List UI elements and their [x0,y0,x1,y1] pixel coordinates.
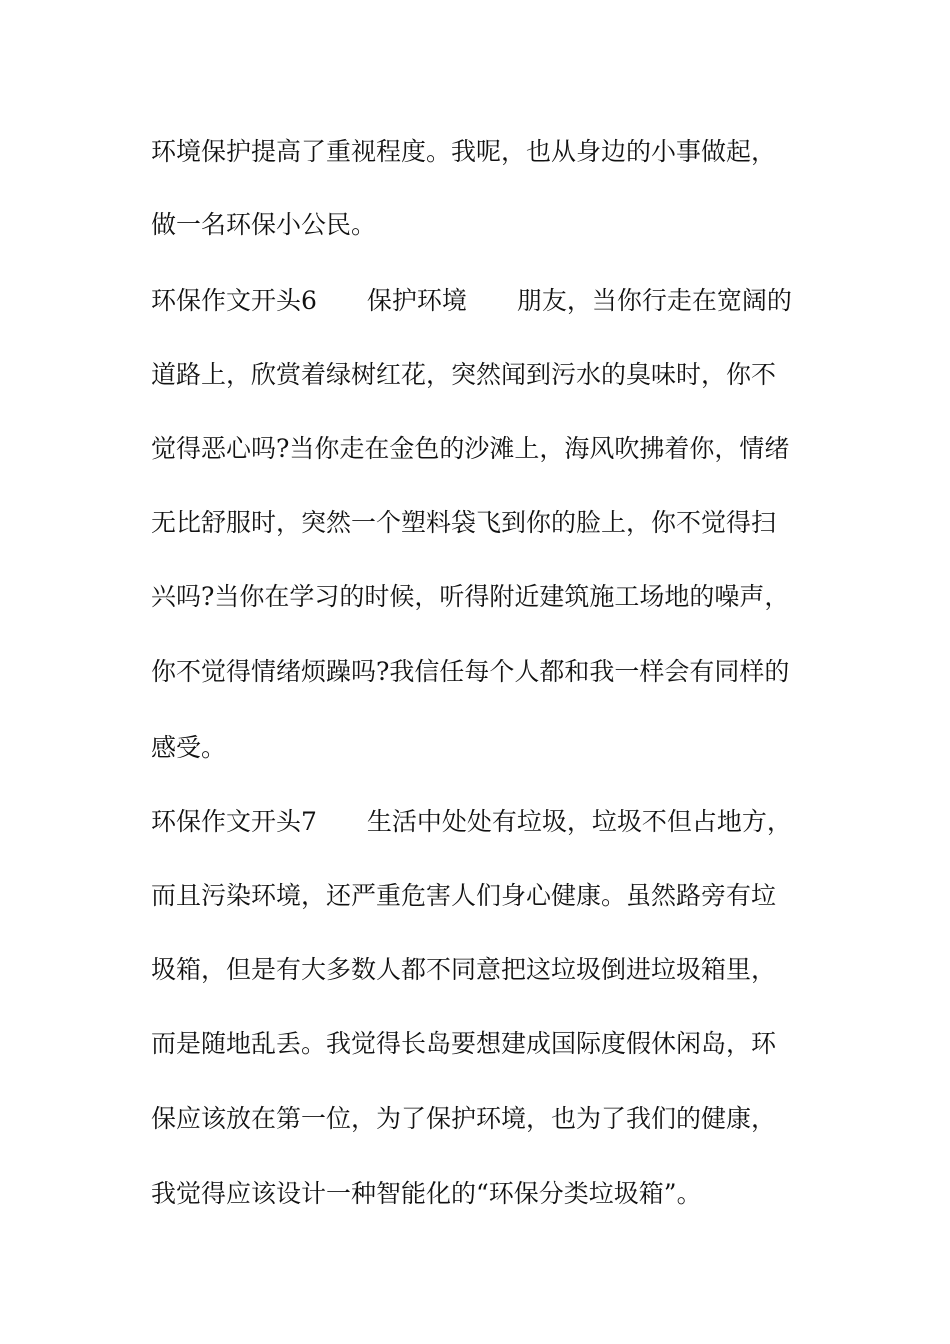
text-line: 你不觉得情绪烦躁吗?我信任每个人都和我一样会有同样的 [151,657,790,686]
text-line: 兴吗?当你在学习的时候，听得附近建筑施工场地的噪声， [151,582,790,611]
text-line: 环境保护提高了重视程度。我呢，也从身边的小事做起， [151,137,777,166]
text-line: 而且污染环境，还严重危害人们身心健康。虽然路旁有垃 [151,881,777,910]
section-heading-line: 环保作文开头6 保护环境 朋友，当你行走在宽阔的 [151,286,792,315]
text-line: 我觉得应该设计一种智能化的“环保分类垃圾箱”。 [151,1179,702,1208]
text-line: 无比舒服时，突然一个塑料袋飞到你的脸上，你不觉得扫 [151,508,777,537]
text-line: 做一名环保小公民。 [151,210,377,239]
text-line: 而是随地乱丢。我觉得长岛要想建成国际度假休闲岛，环 [151,1029,777,1058]
text-line: 感受。 [151,733,227,762]
text-line: 道路上，欣赏着绿树红花，突然闻到污水的臭味时，你不 [151,360,777,389]
text-line: 保应该放在第一位，为了保护环境，也为了我们的健康， [151,1104,777,1133]
text-line: 觉得恶心吗?当你走在金色的沙滩上，海风吹拂着你，情绪 [151,434,790,463]
text-line: 圾箱，但是有大多数人都不同意把这垃圾倒进垃圾箱里， [151,955,777,984]
section-heading-line: 环保作文开头7 生活中处处有垃圾，垃圾不但占地方， [151,807,792,836]
